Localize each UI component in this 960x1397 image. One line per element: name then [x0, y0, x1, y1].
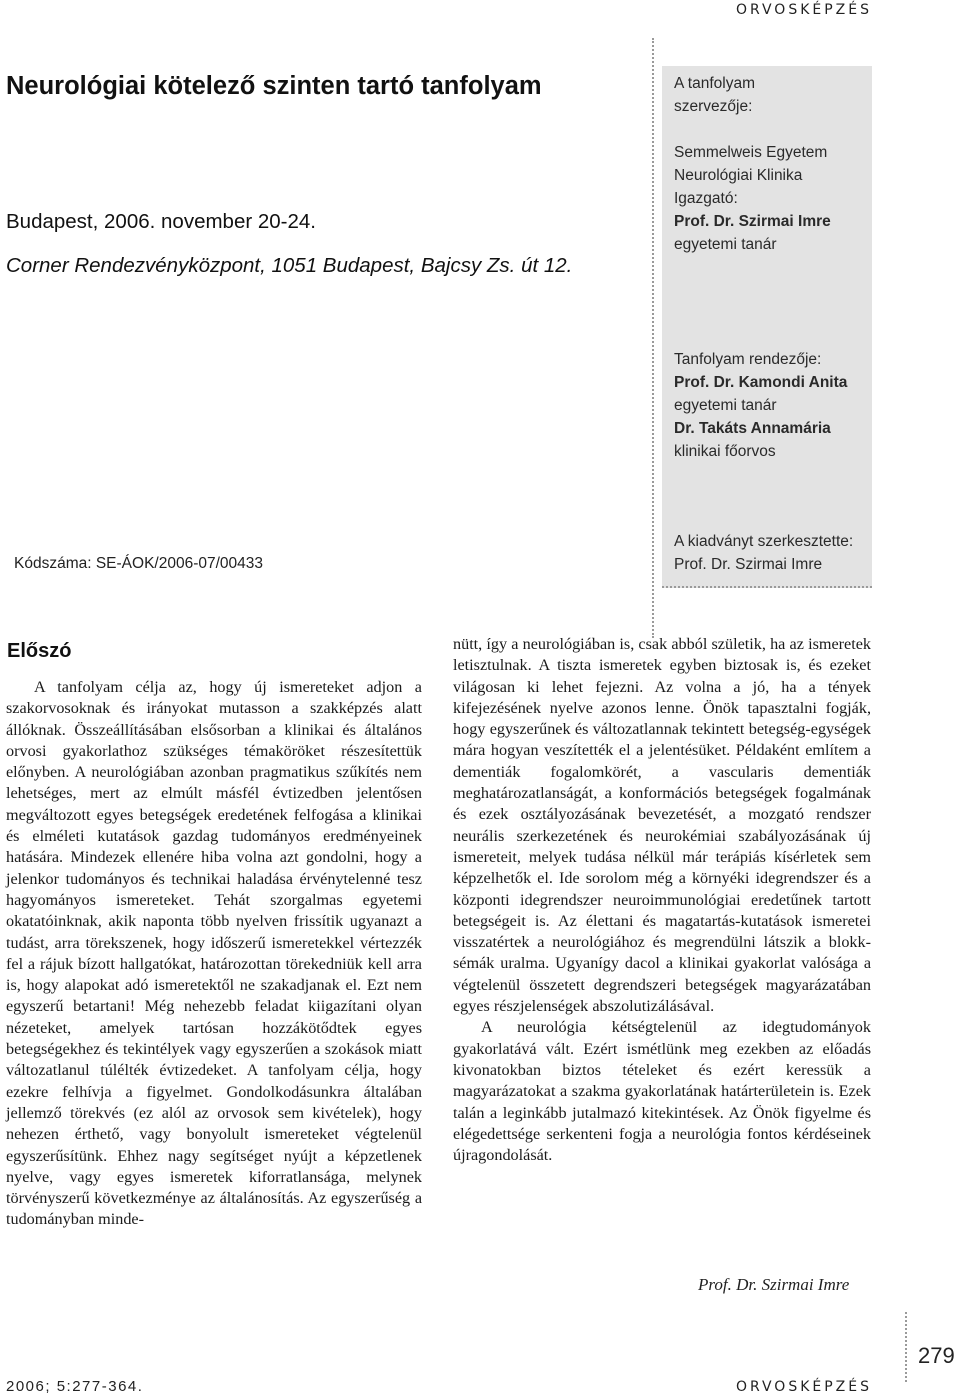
event-venue: Corner Rendezvényközpont, 1051 Budapest, Bajcsy Zs. út 12.	[6, 254, 573, 277]
issue-info: 2006; 5:277-364.	[6, 1378, 144, 1395]
arranger-1-name: Prof. Dr. Kamondi Anita	[674, 374, 848, 391]
organizer-label: A tanfolyam szervezője:	[674, 75, 755, 115]
event-date: Budapest, 2006. november 20-24.	[6, 210, 316, 233]
editor-name: Prof. Dr. Szirmai Imre	[674, 556, 823, 573]
arranger-section: Tanfolyam rendezője: Prof. Dr. Kamondi Anita egyetemi tanár Dr. Takáts Annamária klinikai főorvos	[674, 351, 848, 460]
journal-name-header: ORVOSKÉPZÉS	[735, 2, 872, 18]
preface-left-column	[6, 677, 422, 1231]
preface-paragraph: nütt, így a neurológiában is, csak abból születik, ha az ismeretek letisztulnak. A tiszta ismeretek egyben biztosak is, és ezeket világosan ki lehet fejezni. Az volna a jó, ha a tények kifejezésének nyelve azonos lenne. Önök tapasztalni fogják, hogy egyszerűnek és változatlannak tekintett betegség-egységek mára hogyan veszítették el a jelentésüket. Példaként említem a dementiák fogalomkörét, a vascularis dementiák meghatározatlanságát, a konformációs betegségek fogalmának és ezek osztályozásának bevezetését, a mozgató rendszer neurális szerkezetének és neurokémiai szabályozásának új ismereteit, melyek tudása nélkül már terápiás kísérletek sem képzelhetők el. Ide sorolom még a környéki idegrendszer és a központi idegrendszer neuroimmunológiai eredetűnek tartott betegségeit is. Az élettani és magatartás-kutatások ismeretei visszatértek a neurológiához és megrendülni látszik a blokk-sémák uralma. Ugyanígy dacol a klinikai gyakorlat valósága a végtelenül összetett degrendszeri betegségek magyarázatában egyes részjelenségek abszolutizálásával.	[453, 635, 871, 1016]
footer-dotted-divider	[905, 1312, 907, 1382]
preface-right-column	[453, 634, 871, 1166]
director-name: Prof. Dr. Szirmai Imre	[674, 213, 831, 230]
organizer-sidebar	[662, 66, 872, 588]
vertical-dotted-divider	[652, 38, 654, 638]
journal-name-footer: ORVOSKÉPZÉS	[735, 1379, 872, 1395]
preface-paragraph: A tanfolyam célja az, hogy új ismereteket adjon a szakorvosoknak és irányokat mutasson a szakképzés alatt állóknak. Összeállításában elsősorban a klinikai és általános orvosi gyakorlathoz szükséges témaköröket részesítettük előnyben. A neurológiában azonban pragmatikus szűkítés nem lehetséges, mert az elmúlt másfél évtizedben jelentősen megváltozott egyes betegségek eredetének felfogása a klinikai és elméleti kutatások gazdag tudományos eredményeinek hatására. Mindezek ellenére hiba volna azt gondolni, hogy a jelenkor tudományos és technikai haladása érvénytelenné tesz hagyományos ismereteket. Tehát szorgalmas egyetemi okatatóinknak, akik naponta több nyelven frissítik ugyanazt a tudást, arra törekszenek, hogy időszerű ismeretekkel vértezzék fel a rájuk bízott hallgatókat, határozottan törekedniük kell arra is, hogy alapokat adó ismeretektől ne szakadjanak el. Ezt nem egyszerű betartani! Még nehezebb feladat kiigazítani olyan nézeteket, amelyek tartósan hozzákötődtek egyes betegségekhez és tekintélyek vagy egyszerűen a szokások miatt változatlanul túlélték évtizedeket. A tanfolyam célja, hogy ezekre felhívja a figyelmet. Gondolkodásunkra általában jellemző törekvés (ez alól az orvosok sem kivételek), hogy nehezen érthető, vagy bonyolult ismereteket végtelenül egyszerűsítünk. Ehhez nagy segítséget nyújt a képzetlenek nyelve, vagy egyes ismeretek kiforratlansága, melynek törvényszerű következménye az általánosítás. Az egyszerűség a tudományban minde-	[6, 678, 422, 1229]
preface-heading: Előszó	[7, 640, 72, 662]
organizer-institution: Semmelweis Egyetem Neurológiai Klinika Igazgató: Prof. Dr. Szirmai Imre egyetemi tanár	[674, 144, 831, 253]
course-title: Neurológiai kötelező szinten tartó tanfolyam	[6, 72, 542, 100]
preface-signature: Prof. Dr. Szirmai Imre	[698, 1275, 850, 1294]
course-code: Kódszáma: SE-ÁOK/2006-07/00433	[14, 555, 264, 572]
page-number: 279	[918, 1343, 955, 1368]
horizontal-dotted-divider	[662, 586, 872, 588]
preface-paragraph: A neurológia kétségtelenül az idegtudományok gyakorlatává vált. Ezért ismétlünk meg ezekben az előadás kivonatokban biztos tételeket és ezért keressük a magyarázatokat a szakma gyakorlatának határterületein is. Ezek talán a leginkább jutalmazó kitekintések. Az Önök figyelme és elégedettsége serkenteni fogja a neurológia fontos kérdéseinek újragondolását.	[453, 1018, 871, 1165]
editor-section: A kiadványt szerkesztette: Prof. Dr. Szirmai Imre	[674, 530, 853, 576]
arranger-2-name: Dr. Takáts Annamária	[674, 420, 831, 437]
